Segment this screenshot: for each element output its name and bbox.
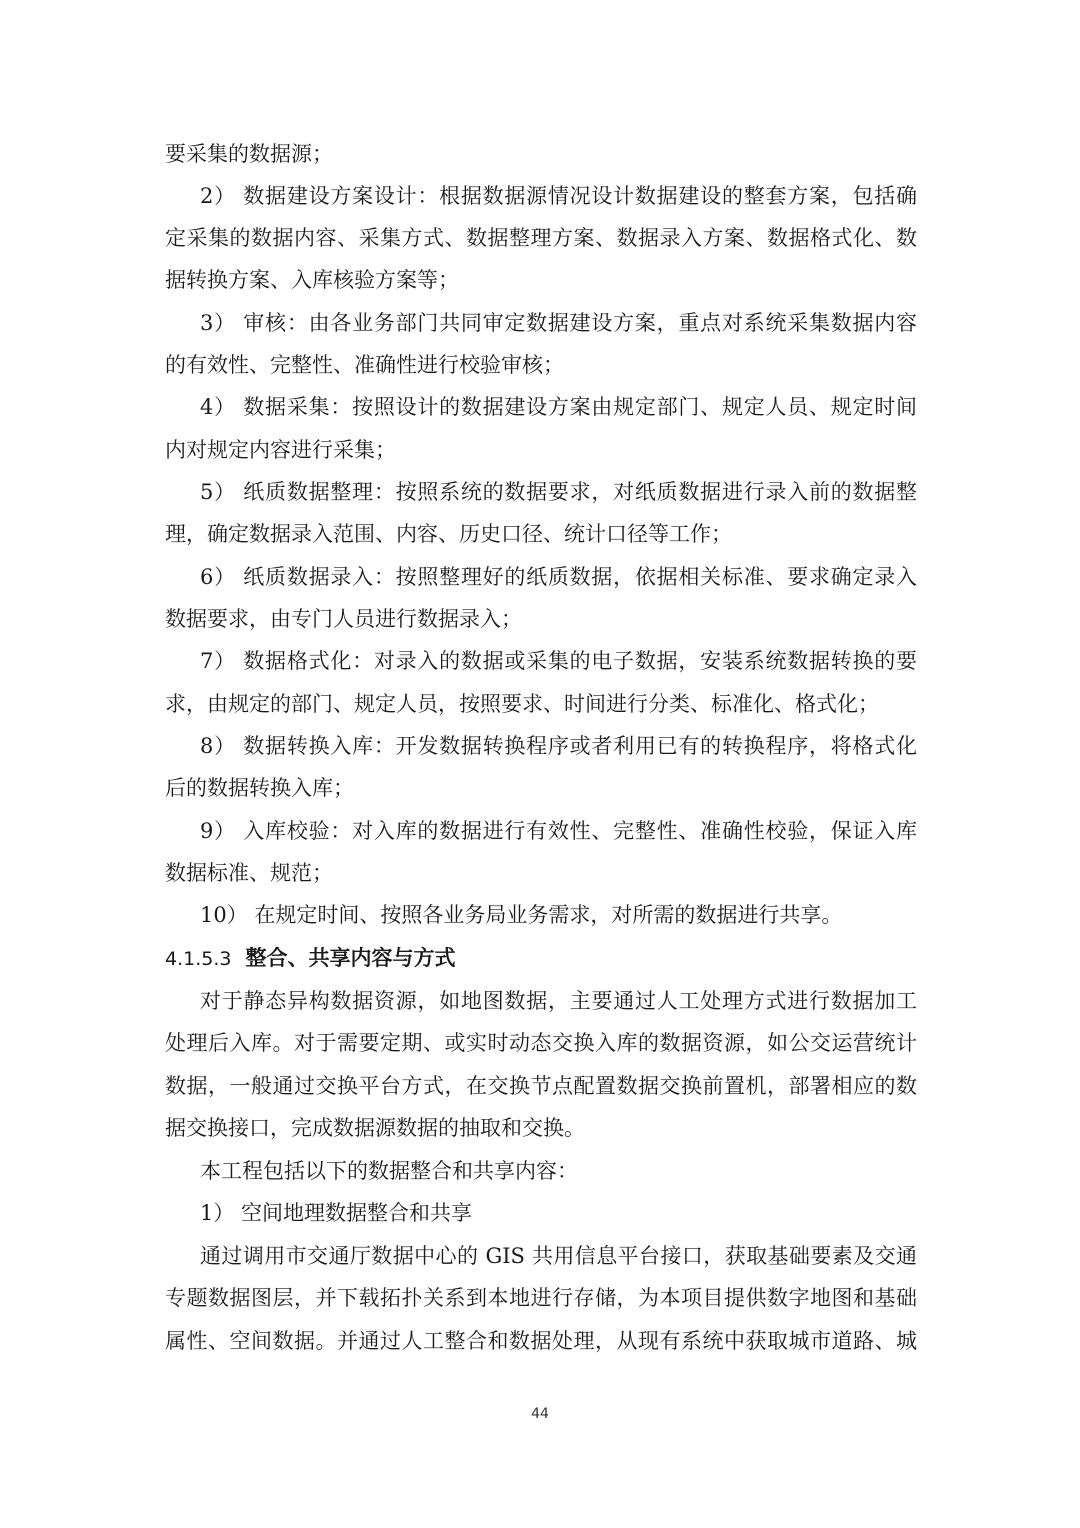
text-line: 要采集的数据源； [165,142,333,166]
paragraph-line: 通过调用市交通厅数据中心的 GIS 共用信息平台接口，获取基础要素及交通 [200,1244,917,1268]
text-line: 定采集的数据内容、采集方式、数据整理方案、数据录入方案、数据格式化、数 [165,226,917,250]
paragraph-line: 对于静态异构数据资源，如地图数据，主要通过人工处理方式进行数据加工 [200,989,917,1013]
list-item-line: 1） 空间地理数据整合和共享 [200,1201,473,1225]
list-item-line: 2） 数据建设方案设计：根据数据源情况设计数据建设的整套方案，包括确 [200,184,917,208]
list-item-line: 9） 入库校验：对入库的数据进行有效性、完整性、准确性校验，保证入库 [200,819,917,843]
list-item-line: 5） 纸质数据整理：按照系统的数据要求，对纸质数据进行录入前的数据整 [200,480,917,504]
text-line: 的有效性、完整性、准确性进行校验审核； [165,353,564,377]
list-item-line: 7） 数据格式化：对录入的数据或采集的电子数据，安装系统数据转换的要 [200,649,917,673]
list-item-line: 6） 纸质数据录入：按照整理好的纸质数据，依据相关标准、要求确定录入 [200,565,917,589]
paragraph-line: 处理后入库。对于需要定期、或实时动态交换入库的数据资源，如公交运营统计 [165,1031,917,1055]
section-heading [165,943,917,974]
text-line: 求，由规定的部门、规定人员，按照要求、时间进行分类、标准化、格式化； [165,692,879,716]
paragraph-line: 据交换接口，完成数据源数据的抽取和交换。 [165,1116,585,1140]
text-line: 数据要求，由专门人员进行数据录入； [165,607,522,631]
text-line: 后的数据转换入库； [165,776,354,800]
list-item-line: 4） 数据采集：按照设计的数据建设方案由规定部门、规定人员、规定时间 [200,395,917,419]
paragraph-line: 属性、空间数据。并通过人工整合和数据处理，从现有系统中获取城市道路、城 [165,1329,917,1353]
list-item-line: 8） 数据转换入库：开发数据转换程序或者利用已有的转换程序，将格式化 [200,734,917,758]
text-line: 据转换方案、入库核验方案等； [165,268,459,292]
page-number: 44 [531,1406,549,1422]
paragraph-line: 本工程包括以下的数据整合和共享内容： [200,1159,578,1183]
paragraph-line: 数据，一般通过交换平台方式，在交换节点配置数据交换前置机，部署相应的数 [165,1074,917,1098]
section-title: 整合、共享内容与方式 [245,946,456,970]
section-number: 4.1.5.3 [165,948,232,970]
text-line: 内对规定内容进行采集； [165,438,396,462]
list-item-line: 10） 在规定时间、按照各业务局业务需求，对所需的数据进行共享。 [200,903,843,927]
list-item-line: 3） 审核：由各业务部门共同审定数据建设方案，重点对系统采集数据内容 [200,311,917,335]
paragraph-line: 专题数据图层，并下载拓扑关系到本地进行存储，为本项目提供数字地图和基础 [165,1286,917,1310]
text-line: 理，确定数据录入范围、内容、历史口径、统计口径等工作； [165,522,732,546]
text-line: 数据标准、规范； [165,861,333,885]
